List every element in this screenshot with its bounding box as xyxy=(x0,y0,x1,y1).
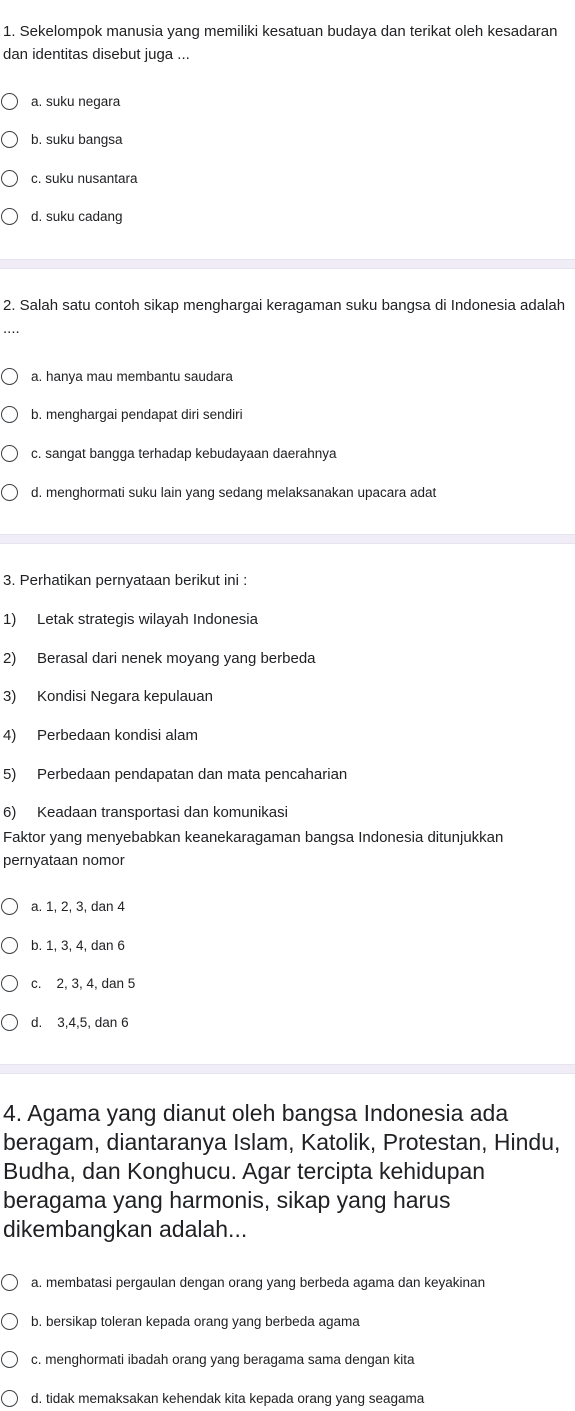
statement-number: 1) xyxy=(3,611,17,628)
q4-option-b[interactable] xyxy=(0,1309,360,1333)
radio-button[interactable] xyxy=(1,131,18,148)
radio-button[interactable] xyxy=(1,975,18,992)
question-2-text: 2. Salah satu contoh sikap menghargai keragaman suku bangsa di Indonesia adalah .... xyxy=(3,297,566,337)
q2-option-a[interactable] xyxy=(0,364,233,388)
statement-number: 4) xyxy=(3,727,17,744)
q3-option-c[interactable] xyxy=(0,971,135,995)
question-3-text: Faktor yang menyebabkan keanekaragaman bangsa Indonesia ditunjukkan pernyataan nomor xyxy=(3,829,504,869)
question-4-text: 4. Agama yang dianut oleh bangsa Indonesia ada beragam, diantaranya Islam, Katolik, Protestan, Hindu, Budha, dan Konghucu. Agar tercipta kehidupan beragama yang harmonis, sikap yang harus dikembangkan adalah... xyxy=(3,1100,561,1242)
statement-1 xyxy=(3,610,258,630)
option-label: a. 1, 2, 3, dan 4 xyxy=(31,898,125,914)
option-label: b. 1, 3, 4, dan 6 xyxy=(31,937,125,953)
radio-button[interactable] xyxy=(1,1313,18,1330)
option-label: a. suku negara xyxy=(31,93,121,109)
radio-button[interactable] xyxy=(1,1351,18,1368)
q3-option-d[interactable] xyxy=(0,1010,129,1034)
q3-option-a[interactable] xyxy=(0,894,125,918)
question-divider xyxy=(0,534,575,544)
q4-option-c[interactable] xyxy=(0,1347,415,1371)
question-divider xyxy=(0,1064,575,1074)
q1-option-a[interactable] xyxy=(0,89,120,113)
radio-button[interactable] xyxy=(1,1014,18,1031)
q2-option-c[interactable] xyxy=(0,441,337,465)
radio-button[interactable] xyxy=(1,368,18,385)
option-label: b. suku bangsa xyxy=(31,131,123,147)
q1-option-b[interactable] xyxy=(0,127,123,151)
q1-option-c[interactable] xyxy=(0,166,138,190)
option-label: c. 2, 3, 4, dan 5 xyxy=(31,975,136,991)
option-label: a. hanya mau membantu saudara xyxy=(31,368,233,384)
statement-text: Kondisi Negara kepulauan xyxy=(37,688,213,705)
radio-button[interactable] xyxy=(1,937,18,954)
statement-number: 3) xyxy=(3,688,17,705)
radio-button[interactable] xyxy=(1,406,18,423)
option-label: b. bersikap toleran kepada orang yang berbeda agama xyxy=(31,1313,360,1329)
radio-button[interactable] xyxy=(1,1390,18,1407)
option-label: b. menghargai pendapat diri sendiri xyxy=(31,406,243,422)
statement-3 xyxy=(3,687,213,707)
statement-4 xyxy=(3,726,198,746)
option-label: c. suku nusantara xyxy=(31,170,138,186)
radio-button[interactable] xyxy=(1,93,18,110)
statement-6 xyxy=(3,803,288,823)
question-1-text: 1. Sekelompok manusia yang memiliki kesatuan budaya dan terikat oleh kesadaran dan identitas disebut juga ... xyxy=(3,23,558,63)
q2-option-b[interactable] xyxy=(0,402,243,426)
statement-number: 2) xyxy=(3,650,17,667)
option-label: c. menghormati ibadah orang yang beragama sama dengan kita xyxy=(31,1351,415,1367)
option-label: d. suku cadang xyxy=(31,208,123,224)
statement-text: Letak strategis wilayah Indonesia xyxy=(37,611,258,628)
statement-number: 5) xyxy=(3,766,17,783)
q3-option-b[interactable] xyxy=(0,933,125,957)
radio-button[interactable] xyxy=(1,170,18,187)
question-3-intro: 3. Perhatikan pernyataan berikut ini : xyxy=(3,572,248,589)
question-divider xyxy=(0,259,575,269)
q2-option-d[interactable] xyxy=(0,480,436,504)
statement-text: Perbedaan pendapatan dan mata pencaharian xyxy=(37,766,348,783)
q1-option-d[interactable] xyxy=(0,204,123,228)
statement-number: 6) xyxy=(3,804,17,821)
radio-button[interactable] xyxy=(1,208,18,225)
statement-text: Keadaan transportasi dan komunikasi xyxy=(37,804,288,821)
radio-button[interactable] xyxy=(1,898,18,915)
radio-button[interactable] xyxy=(1,445,18,462)
option-label: d. menghormati suku lain yang sedang melaksanakan upacara adat xyxy=(31,484,437,500)
radio-button[interactable] xyxy=(1,1274,18,1291)
option-label: d. tidak memaksakan kehendak kita kepada orang yang seagama xyxy=(31,1390,425,1406)
option-label: d. 3,4,5, dan 6 xyxy=(31,1014,129,1030)
statement-text: Berasal dari nenek moyang yang berbeda xyxy=(37,650,316,667)
option-label: a. membatasi pergaulan dengan orang yang berbeda agama dan keyakinan xyxy=(31,1274,486,1290)
q4-option-a[interactable] xyxy=(0,1270,485,1294)
q4-option-d[interactable] xyxy=(0,1386,424,1410)
radio-button[interactable] xyxy=(1,484,18,501)
option-label: c. sangat bangga terhadap kebudayaan daerahnya xyxy=(31,445,337,461)
statement-text: Perbedaan kondisi alam xyxy=(37,727,198,744)
statement-2 xyxy=(3,649,316,669)
statement-5 xyxy=(3,765,347,785)
